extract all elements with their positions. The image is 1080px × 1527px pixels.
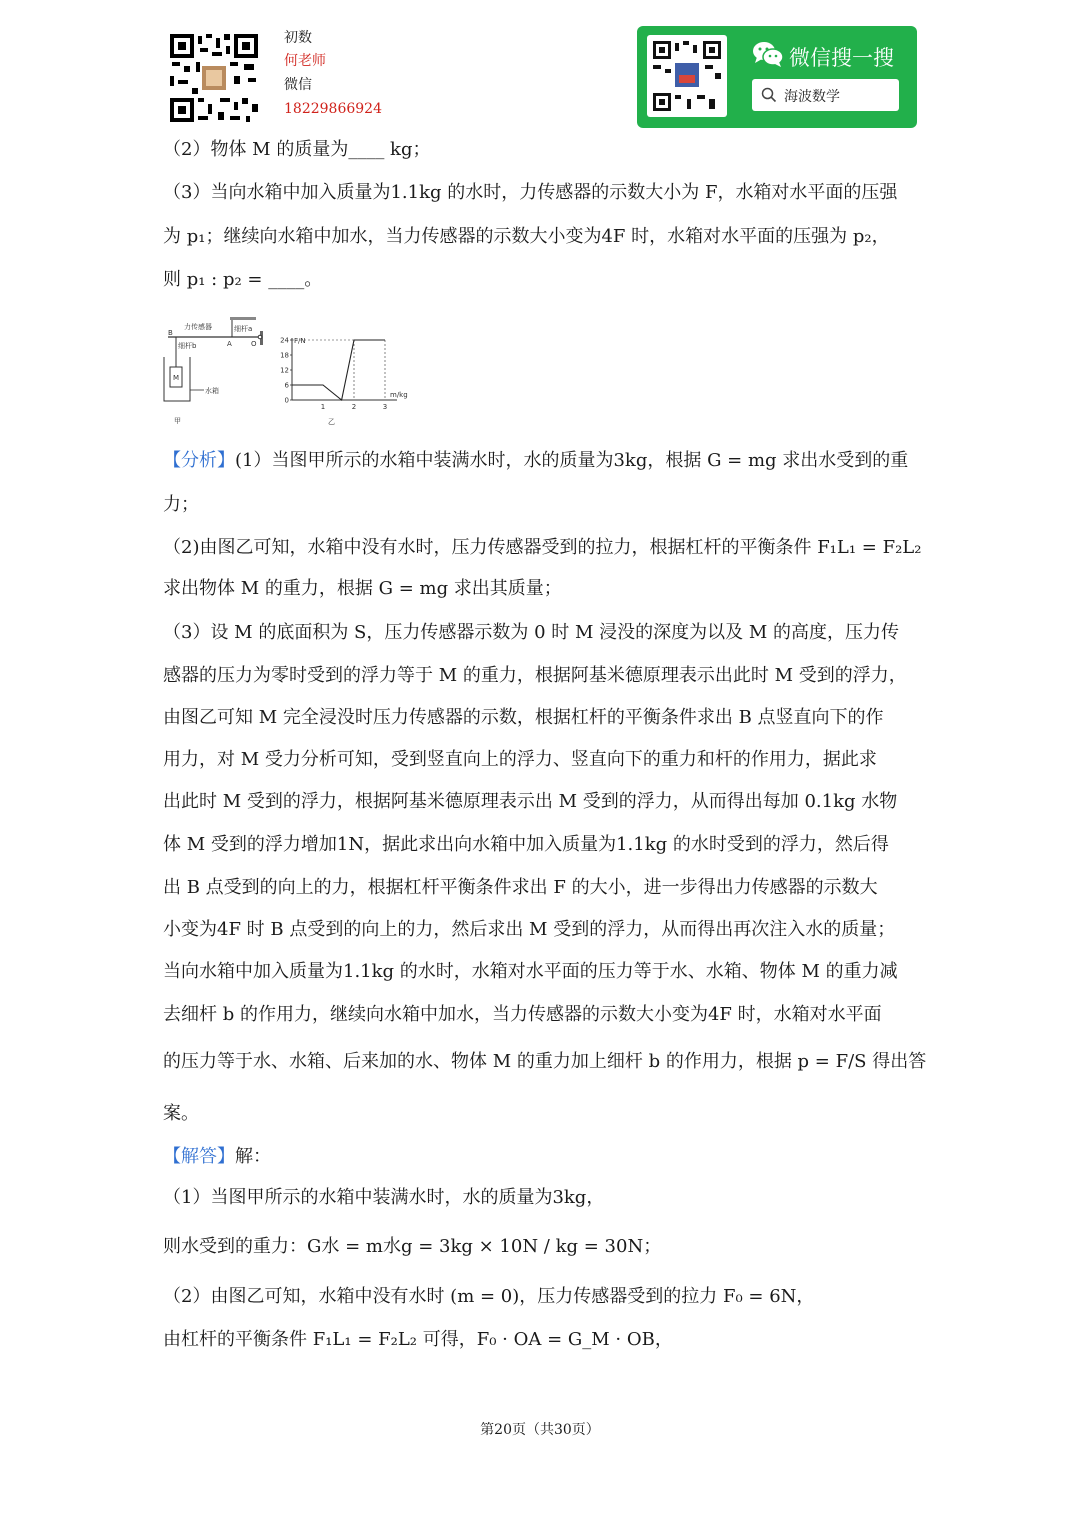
figure-force-mass-chart — [272, 330, 417, 430]
analysis-line-5: （3）设 M 的底面积为 S，压力传感器示数为 0 时 M 浸没的深度为以及 M 的高度，压力传 — [163, 622, 900, 643]
analysis-line-10: 体 M 受到的浮力增加1N，据此求出向水箱中加入质量为1.1kg 的水时受到的浮力，然后得 — [163, 834, 889, 855]
contact-line-2: 何老师 — [284, 53, 326, 69]
label-b: B — [168, 329, 173, 337]
solution-line-1: （1）当图甲所示的水箱中装满水时，水的质量为3kg， — [163, 1187, 605, 1208]
contact-line-1: 初数 — [284, 30, 312, 46]
x-tick-label-1: 1 — [320, 403, 326, 411]
analysis-line-8: 用力，对 M 受力分析可知，受到竖直向上的浮力、竖直向下的重力和杆的作用力，据此求 — [163, 749, 877, 770]
y-tick-label-18: 18 — [280, 351, 289, 360]
question-2: （2）物体 M 的质量为____ kg； — [163, 139, 431, 160]
contact-qr-code — [168, 32, 260, 124]
contact-phone: 18229866924 — [284, 101, 382, 117]
analysis-line-3: （2)由图乙可知，水箱中没有水时，压力传感器受到的拉力，根据杠杆的平衡条件 F₁L₁ = F₂L₂ — [163, 537, 922, 558]
y-axis-label: F/N — [294, 337, 306, 345]
label-rod-b: 细杆b — [178, 342, 197, 350]
analysis-line-2: 力； — [163, 494, 199, 515]
solution-heading: 【解答】解： — [163, 1146, 271, 1167]
solution-line-2: 则水受到的重力：G水 = m水g = 3kg × 10N / kg = 30N； — [163, 1236, 662, 1257]
ceiling-hatch — [230, 317, 256, 320]
wechat-search-banner[interactable] — [637, 26, 917, 128]
search-icon — [761, 87, 777, 103]
wechat-search-term: 海波数学 — [784, 89, 840, 105]
analysis-line-9: 出此时 M 受到的浮力，根据阿基米德原理表示出 M 受到的浮力，从而得出每加 0.1kg 水物 — [163, 791, 898, 812]
question-3-line-3: 则 p₁ : p₂ = ____。 — [163, 269, 323, 290]
label-force-sensor: 力传感器 — [184, 323, 212, 331]
solution-line-3: （2）由图乙可知，水箱中没有水时 (m = 0)，压力传感器受到的拉力 F₀ = 6N， — [163, 1286, 815, 1307]
series-line-force — [292, 340, 385, 400]
wechat-qr-code — [647, 35, 727, 117]
analysis-line-4: 求出物体 M 的重力，根据 G = mg 求出其质量； — [163, 578, 562, 599]
x-tick-label-2: 2 — [351, 403, 357, 411]
figure-lever-apparatus — [160, 315, 270, 430]
analysis-line-13: 当向水箱中加入质量为1.1kg 的水时，水箱对水平面的压力等于水、水箱、物体 M 的重力减 — [163, 961, 898, 982]
solution-tag: 【解答】 — [163, 1146, 235, 1167]
y-tick-label-0: 0 — [284, 396, 289, 405]
analysis-line-11: 出 B 点受到的向上的力，根据杠杆平衡条件求出 F 的大小，进一步得出力传感器的示数大 — [163, 877, 878, 898]
analysis-line-1: 【分析】(1）当图甲所示的水箱中装满水时，水的质量为3kg，根据 G = mg 求出水受到的重 — [163, 450, 909, 471]
x-tick-label-3: 3 — [382, 403, 388, 411]
question-3-line-2: 为 p₁；继续向水箱中加水，当力传感器的示数大小变为4F 时，水箱对水平面的压强为 p₂， — [163, 226, 890, 247]
analysis-line-15: 的压力等于水、水箱、后来加的水、物体 M 的重力加上细杆 b 的作用力，根据 p = F/S 得出答 — [163, 1051, 927, 1072]
analysis-line-12: 小变为4F 时 B 点受到的向上的力，然后求出 M 受到的浮力，从而得出再次注入水的质量； — [163, 919, 896, 940]
analysis-line-7: 由图乙可知 M 完全浸没时压力传感器的示数，根据杠杆的平衡条件求出 B 点竖直向下的作 — [163, 707, 884, 728]
y-tick-label-12: 12 — [280, 366, 289, 375]
analysis-tag: 【分析】 — [163, 450, 235, 471]
caption-jia: 甲 — [174, 417, 181, 425]
label-rod-a: 细杆a — [234, 325, 253, 333]
y-tick-label-24: 24 — [280, 336, 289, 345]
page-footer: 第20页（共30页） — [480, 1422, 600, 1438]
pivot-o — [258, 335, 262, 339]
x-axis-label: m/kg — [390, 391, 408, 399]
analysis-line-14: 去细杆 b 的作用力，继续向水箱中加水，当力传感器的示数大小变为4F 时，水箱对水平面 — [163, 1004, 882, 1025]
label-a: A — [227, 340, 232, 348]
contact-line-3: 微信 — [284, 77, 312, 93]
solution-line-4: 由杠杆的平衡条件 F₁L₁ = F₂L₂ 可得，F₀ · OA = G_M · OB， — [163, 1329, 673, 1350]
wechat-logo-icon — [752, 40, 784, 68]
analysis-line-6: 感器的压力为零时受到的浮力等于 M 的重力，根据阿基米德原理表示出此时 M 受到的浮力， — [163, 665, 907, 686]
wechat-search-box[interactable] — [752, 79, 899, 111]
wechat-title: 微信搜一搜 — [789, 46, 894, 70]
question-3-line-1: （3）当向水箱中加入质量为1.1kg 的水时，力传感器的示数大小为 F，水箱对水平面的压强 — [163, 182, 898, 203]
label-water-tank: 水箱 — [205, 387, 219, 395]
caption-yi: 乙 — [328, 418, 335, 426]
analysis-line-16: 案。 — [163, 1103, 199, 1124]
label-m: M — [173, 374, 180, 382]
label-o: O — [251, 340, 257, 348]
y-tick-label-6: 6 — [284, 381, 289, 390]
